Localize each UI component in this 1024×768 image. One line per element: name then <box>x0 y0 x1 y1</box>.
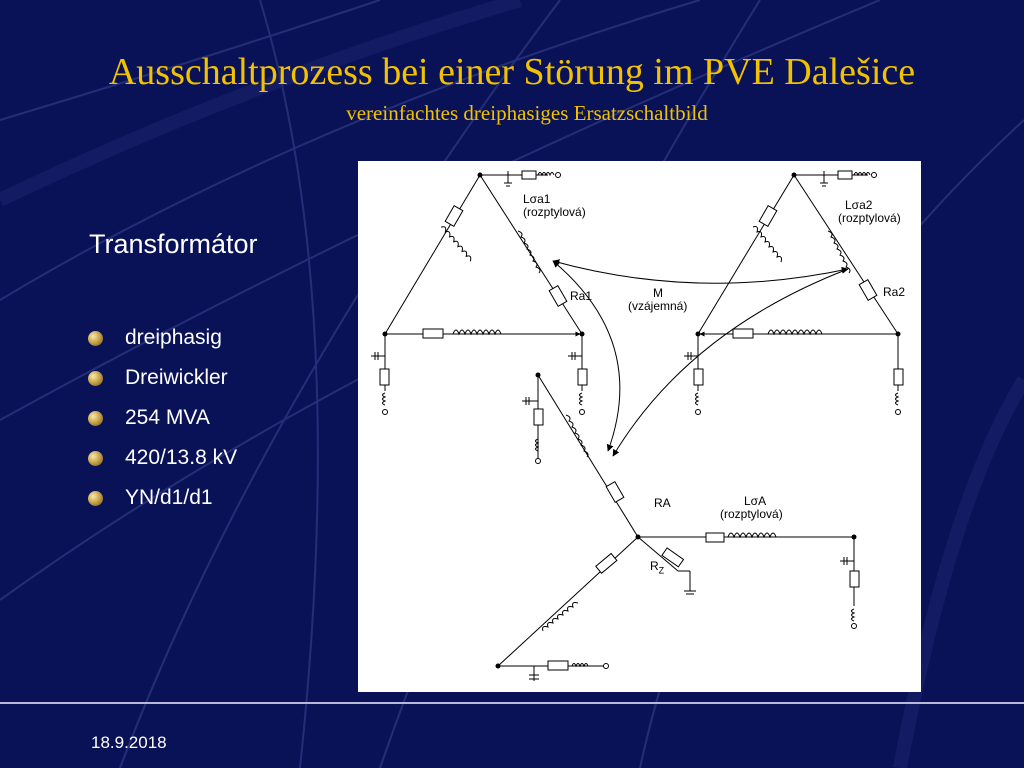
slide-date: 18.9.2018 <box>91 733 167 752</box>
bullet-icon <box>88 371 103 386</box>
bullet-item <box>88 318 237 358</box>
bullet-icon <box>88 411 103 426</box>
label-ls-a2: Lσa2 <box>845 198 873 212</box>
circuit-drawing <box>358 161 921 692</box>
bullet-item <box>88 478 237 518</box>
label-rozptylova-1: (rozptylová) <box>523 205 586 219</box>
bullet-item <box>88 438 237 478</box>
bullet-text: 254 MVA <box>125 406 210 429</box>
label-rz <box>650 560 664 577</box>
slide-title: Ausschaltprozess bei einer Störung im PVE Dalešice <box>108 51 916 93</box>
label-rz-z: Z <box>658 565 665 576</box>
label-vzajemna: (vzájemná) <box>628 299 688 313</box>
label-rz-r: R <box>650 559 659 573</box>
label-ra1: Ra1 <box>570 289 593 303</box>
label-ls-a1: Lσa1 <box>523 192 551 206</box>
footer-divider <box>0 702 1024 704</box>
label-rozptylova-2: (rozptylová) <box>838 211 901 225</box>
bullet-icon <box>88 491 103 506</box>
bullet-icon <box>88 331 103 346</box>
bullet-text: YN/d1/d1 <box>125 486 213 509</box>
label-ra: RA <box>654 496 671 510</box>
bullet-list <box>88 318 237 518</box>
circuit-diagram <box>358 161 921 692</box>
slide-subtitle: vereinfachtes dreiphasiges Ersatzschaltbild <box>346 101 708 125</box>
bullet-icon <box>88 451 103 466</box>
bullet-text: dreiphasig <box>125 326 222 349</box>
bullet-text: 420/13.8 kV <box>125 446 238 469</box>
bullet-text: Dreiwickler <box>125 366 228 389</box>
section-heading: Transformátor <box>89 229 258 259</box>
label-ls-a: LσA <box>744 494 767 508</box>
bullet-item <box>88 358 237 398</box>
label-m: M <box>653 286 663 300</box>
bullet-item <box>88 398 237 438</box>
label-rozptylova-3: (rozptylová) <box>720 507 783 521</box>
label-ra2: Ra2 <box>883 285 906 299</box>
